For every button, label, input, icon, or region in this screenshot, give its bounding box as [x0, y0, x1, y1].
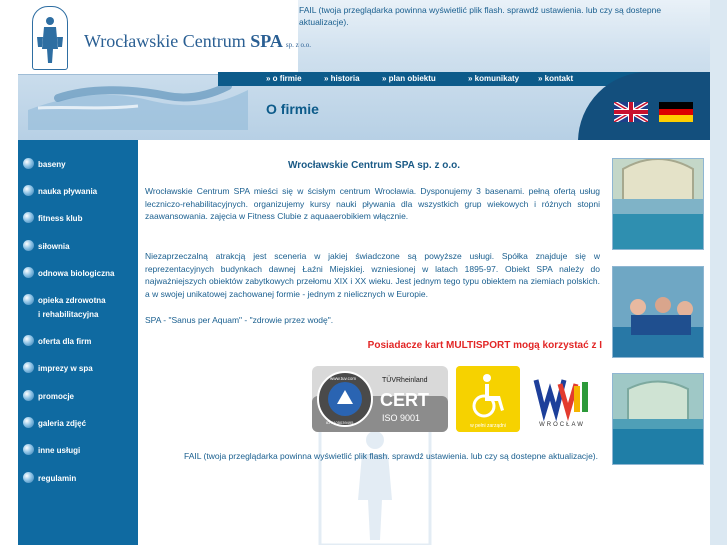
logo-suffix: sp. z o.o. [285, 41, 311, 49]
bullet-icon [23, 335, 34, 346]
sidebar-item-label: galeria zdjęć [38, 419, 87, 428]
logo[interactable] [18, 0, 311, 75]
logo-text [84, 31, 311, 52]
sidebar-item-label: opieka zdrowotna [38, 296, 106, 305]
spa-emblem-icon [32, 6, 68, 70]
sidebar-menu [18, 140, 138, 545]
flash-fail-message: FAIL (twoja przeglądarka powinna wyświetlić plik flash. sprawdź ustawienia. lub czy są dostepne aktualizacje). [299, 5, 662, 27]
company-name: Wrocławskie Centrum SPA sp. z o.o. [287, 160, 461, 171]
sidebar-item-label: nauka pływania [38, 187, 98, 196]
sidebar-item-label: oferta dla firm [38, 337, 92, 346]
swimmer-image [28, 70, 248, 130]
cert-id: ID 9105039495 [326, 420, 354, 425]
nav-historia[interactable]: » historia [324, 74, 360, 83]
bullet-icon [23, 212, 34, 223]
pool-photo-3[interactable] [612, 373, 704, 465]
bullet-icon [23, 267, 34, 278]
sidebar-item-label: baseny [38, 160, 66, 169]
sidebar-item-label: odnowa biologiczna [38, 269, 115, 278]
flash-fail-message-bottom: FAIL (twoja przeglądarka powinna wyświetlić plik flash. sprawdź ustawienia. lub czy są dostepne aktualizacje). [183, 451, 598, 461]
cert-brand: TÜVRheinland [382, 377, 428, 384]
pool-photo-1[interactable] [612, 158, 704, 250]
wheelchair-accessible-icon [456, 366, 520, 432]
page-title: O firmie [266, 101, 319, 117]
sidebar-item-label: inne usługi [38, 446, 81, 455]
nav-plan-obiektu[interactable]: » plan obiektu [382, 74, 436, 83]
multisport-notice[interactable]: Posiadacze kart MULTISPORT mogą korzystać z I [367, 340, 602, 351]
wroclaw-logo [530, 372, 594, 430]
about-paragraph-1: Wrocławskie Centrum SPA mieści się w ścisłym centrum Wrocławia. Dysponujemy 3 basenami. pełną ofertą usług leczniczo-rehabilitacyjnych. organizujemy kursy nauki pływania dla wszystkich grup wiekowych i różnych stopni zaawansowania. zajęcia w Fitness Clubie z aquaaerobikiem włącznie. [145, 186, 600, 221]
sidebar-item-label: promocje [38, 392, 75, 401]
cert-iso: ISO 9001 [382, 413, 421, 423]
bullet-icon [23, 240, 34, 251]
left-gutter [0, 0, 18, 545]
nav-kontakt[interactable]: » kontakt [538, 74, 574, 83]
bullet-icon [23, 294, 34, 305]
bullet-icon [23, 444, 34, 455]
sidebar-item-label: imprezy w spa [38, 364, 93, 373]
right-gutter [710, 0, 727, 545]
sidebar-item-label: fitness klub [38, 214, 83, 223]
cert-stamp: www.tuv.com [330, 376, 357, 381]
logo-spa: SPA [250, 31, 283, 51]
header [18, 0, 710, 140]
logo-name: Wrocławskie Centrum [84, 31, 246, 51]
nav-o-firmie[interactable]: » o firmie [266, 74, 302, 83]
german-flag-icon[interactable] [659, 102, 693, 122]
nav-komunikaty[interactable]: » komunikaty [468, 74, 520, 83]
pool-photo-2[interactable] [612, 266, 704, 358]
about-paragraph-2: Niezaprzeczalną atrakcją jest sceneria w jakiej świadczone są powyższe usługi. Spółka znajduje się w reprezentacyjnych budynkach dawnej Łaźni Miejskiej. wzniesionej w latach 1895-97. Obiekt SPA należy do najważniejszych obiektów zabytkowych przełomu XIX i XX wieku. Jest jednym tego typu obiektem na ziemiach polskich. a w swojej unikatowej zachowanej formie - jednym z nielicznych w Europie. [145, 251, 600, 299]
bullet-icon [23, 417, 34, 428]
accessible-badge-text: w pełni zarządni [470, 423, 506, 429]
main-content [138, 140, 610, 545]
bullet-icon [23, 185, 34, 196]
wroclaw-logo-text: WROCŁAW [539, 422, 585, 428]
cert-title: CERT [380, 390, 429, 410]
photo-column [610, 140, 710, 545]
bullet-icon [23, 158, 34, 169]
tuv-cert-badge [312, 366, 448, 432]
about-paragraph-3: SPA - "Sanus per Aquam" - "zdrowie przez wodę". [145, 315, 334, 325]
sidebar-item-label: siłownia [38, 242, 70, 251]
sidebar-item-label: regulamin [38, 474, 77, 483]
bullet-icon [23, 390, 34, 401]
uk-flag-icon[interactable] [614, 102, 648, 122]
sidebar-item-label: i rehabilitacyjna [38, 310, 99, 319]
bullet-icon [23, 362, 34, 373]
bullet-icon [23, 472, 34, 483]
